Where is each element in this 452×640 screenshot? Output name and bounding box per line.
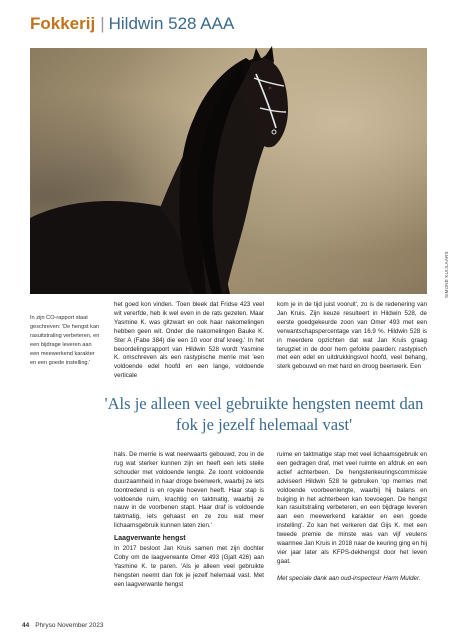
body-paragraph: In 2017 besloot Jan Kruis samen met zijn dochter Coby om de laagverwante Omer 493 (Gjalt 426) aan Yasmine K. te paren. 'Als je alleen veel gebruikte hengsten neemt dan fok je jezelf helemaal vast. Met een laagverwante hengst (114, 545, 264, 588)
horse-photo (30, 48, 449, 298)
photo-caption: In zijn CO-rapport staat geschreven: 'De hengst kan rasuitstraling verbeteren, en een bijdrage leveren aan een meewerkend karakter en een goede instelling.' (30, 315, 100, 366)
body-column-1 (114, 301, 264, 381)
body-column-2 (277, 301, 427, 372)
photo-credit: SIMONE KUIJLAARS (444, 251, 449, 298)
horse-illustration (30, 48, 427, 294)
page-number: 44 (22, 622, 30, 629)
section-label: Fokkerij (30, 14, 96, 33)
body-paragraph: kom je in de tijd juist vooruit', zo is de redenering van Jan Kruis. Zijn keuze resulteert in Hildwin 528, de eerste goedgekeurde zoon van Omer 493 met een verwantschapspercentage van 16.9 %. Hildwin 528 is in meerdere opzichten dat wat Jan Kruis graag terugziet in de door hem gefokte paarden: rastypisch met een edel en uitdrukkingsvol hoofd, veel behang, sterk gebouwd en met hard en droog beenwerk. Een (277, 301, 427, 371)
subheading: Laagverwante hengst (114, 535, 186, 543)
body-column-4 (277, 451, 427, 584)
acknowledgement: Met speciale dank aan oud-inspecteur Harm Mulder. (277, 574, 421, 582)
body-paragraph: hals. De merrie is wat neerwaarts gebouwd, zou in de rug wat sterker kunnen zijn en heeft een iets steile schouder met voldoende lengte. Ze toont voldoende duurzaamheid in haar droge beenwerk, waarbij ze iets toontredend is en royale hoeven heeft. Haar stap is voldoende ruim, krachtig en taktmatig, waarbij ze nauw in de voorbenen stapt. Haar draf is voldoende taktmatig, iets gehaast en ze zou wat meer lichaamsgebruik kunnen laten zien.' (114, 451, 264, 530)
body-paragraph: het goed kon vinden. 'Toen bleek dat Fridse 423 veel wit vererfde, heb ik wel even in de rats gezeten. Maar Yasmine K. was gitzwart en ook haar nakomelingen hebben geen wit. Onder die nakomelingen Bauke K. Ster A (Fabe 384) die een 10 voor draf kreeg.' In het beoordelingsrapport van Hildwin 528 wordt Yasmine K. omschreven als een rastypische merrie met 'een voldoende edel hoofd en een lange, voldoende verticale (114, 301, 264, 380)
header-separator: | (100, 14, 105, 33)
body-column-3 (114, 451, 264, 590)
article-header (30, 14, 234, 34)
article-subtitle: Hildwin 528 AAA (108, 14, 235, 33)
pull-quote: 'Als je alleen veel gebruikte hengsten neemt dan fok je jezelf helemaal vast' (104, 394, 424, 434)
body-paragraph: ruime en taktmatige stap met veel lichaamsgebruik en een gedragen draf, met veel ruimte en afdruk en een actief achterbeen. De hengstenkeuringscommissie adviseert Hildwin 528 te gebruiken 'op merries met voldoende voorbeenlengte, waarbij hij balans en buiging in het achterbeen kan toevoegen. De hengst kan rasuitstraling verbeteren, en een bijdrage leveren aan een meewerkend karakter en een goede instelling'. Zo kan het verkeren dat Gijs K. met een tweede premie de minste was van vijf veulens waarmee Jan Kruis in 2018 naar de keuring ging en hij vier jaar later als KFPS-dekhengst door het leven gaat. (277, 451, 427, 565)
publication-name: Phryso November 2023 (35, 622, 104, 629)
page-footer (22, 622, 104, 629)
